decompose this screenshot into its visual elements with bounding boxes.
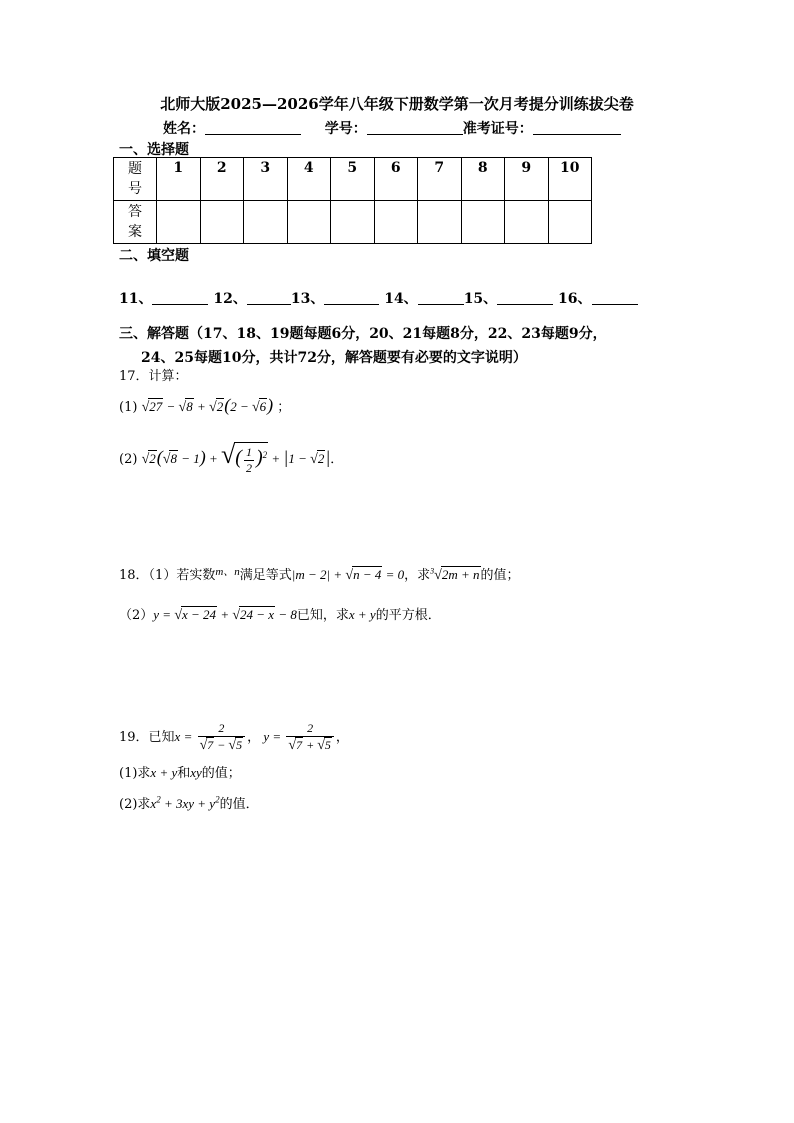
answer-table (113, 157, 592, 244)
q18-part1: 18．（1）若实数$^{m、n}$满足等式|m − 2| + √n − 4 = 0，求$^3$√2m + n的值； (119, 566, 520, 583)
fill-blank[interactable] (324, 290, 379, 305)
student-info-line (163, 118, 621, 138)
table-row (114, 158, 592, 201)
row-label-number: 题 号 (114, 158, 157, 201)
q19-part2: (2)求$x^2 + 3xy + y^2$的值． (119, 794, 259, 812)
fill-blank[interactable] (152, 290, 208, 305)
q17-label: 17．计算： (119, 369, 188, 384)
table-row (114, 201, 592, 244)
q19-given: 19．已知x = $\frac{2}{√7 - √5}$ ， y = $\frac{2}{√7 + √5}$ ， (119, 721, 349, 753)
answer-cell[interactable] (418, 201, 462, 244)
table-cell: 5 (331, 158, 375, 201)
table-cell: 1 (157, 158, 201, 201)
section-solve-heading: 三、解答题（17、18、19题每题6分，20、21每题8分，22、23每题9分， 24、25每题10分，共计72分，解答题要有必要的文字说明） (119, 326, 607, 366)
table-cell: 9 (505, 158, 549, 201)
answer-cell[interactable] (505, 201, 549, 244)
student-id-label: 学号： (324, 121, 367, 137)
fill-blank[interactable] (418, 290, 464, 305)
table-cell: 6 (374, 158, 418, 201)
student-id-blank[interactable] (367, 120, 463, 135)
table-cell: 7 (418, 158, 462, 201)
answer-cell[interactable] (461, 201, 505, 244)
name-blank[interactable] (205, 120, 301, 135)
table-cell: 2 (200, 158, 244, 201)
row-label-answer: 答 案 (114, 201, 157, 244)
answer-cell[interactable] (374, 201, 418, 244)
answer-cell[interactable] (287, 201, 331, 244)
name-label: 姓名： (163, 121, 205, 137)
fill-blank[interactable] (247, 290, 291, 305)
q17-part1: (1) √27 − √8 + √2(2 − √6) ； (119, 395, 291, 415)
answer-cell[interactable] (157, 201, 201, 244)
section-choice-heading: 一、选择题 (119, 142, 189, 158)
fill-blanks-line: 11、 12、 13、 14、 15、 16、 (119, 288, 638, 308)
table-cell: 10 (548, 158, 592, 201)
table-cell: 3 (244, 158, 288, 201)
answer-cell[interactable] (200, 201, 244, 244)
table-cell: 4 (287, 158, 331, 201)
answer-cell[interactable] (548, 201, 592, 244)
exam-number-label: 准考证号： (462, 121, 533, 137)
section-fill-heading: 二、填空题 (119, 248, 189, 264)
answer-cell[interactable] (244, 201, 288, 244)
answer-cell[interactable] (331, 201, 375, 244)
page-title: 北师大版2025—2026学年八年级下册数学第一次月考提分训练拔尖卷 (160, 95, 634, 113)
fill-blank[interactable] (497, 290, 553, 305)
q18-part2: （2）y = √x − 24 + √24 − x − 8已知，求x + y的平方根． (119, 607, 441, 623)
q17-part2: (2) √2(√8 − 1) + √( $\frac{1}{2}$ )$^2$ + |1 − √2|． (119, 440, 344, 475)
fill-blank[interactable] (592, 290, 638, 305)
q19-part1: (1)求x + y和xy的值； (119, 765, 241, 781)
exam-number-blank[interactable] (533, 120, 621, 135)
table-cell: 8 (461, 158, 505, 201)
